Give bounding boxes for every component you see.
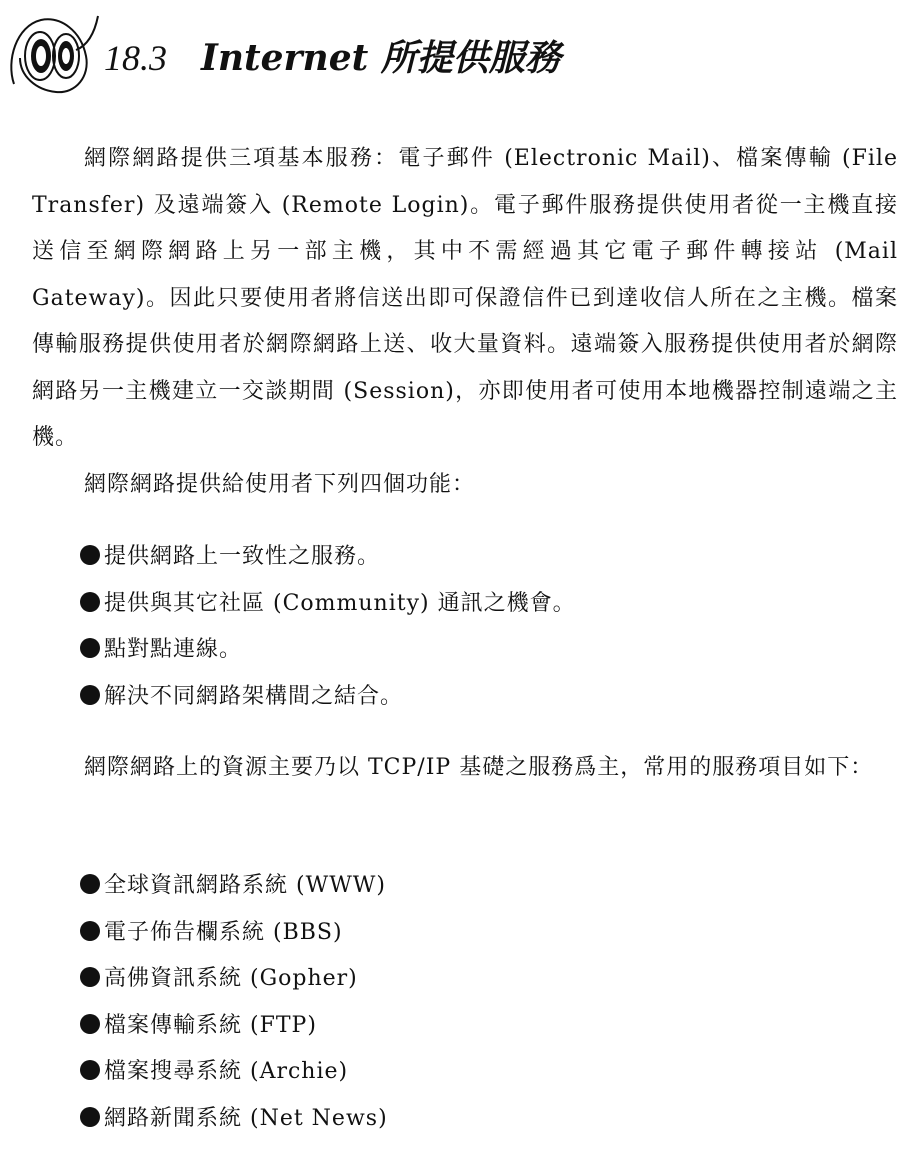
bullet-icon <box>80 921 100 941</box>
functions-list <box>80 534 576 720</box>
bullet-icon <box>80 1107 100 1127</box>
functions-intro: 網際網路提供給使用者下列四個功能： <box>84 472 476 497</box>
list-item: 提供網路上一致性之服務。 <box>80 534 576 581</box>
list-item: 解決不同網路架構間之結合。 <box>80 674 576 721</box>
list-item: 檔案搜尋系統 (Archie) <box>80 1049 388 1096</box>
bullet-icon <box>80 592 100 612</box>
bullet-icon <box>80 545 100 565</box>
bullet-icon <box>80 1014 100 1034</box>
services-list <box>80 863 388 1142</box>
section-number: 18.3 <box>104 38 167 78</box>
list-item: 電子佈告欄系統 (BBS) <box>80 910 388 957</box>
section-heading <box>104 30 561 86</box>
list-item: 高佛資訊系統 (Gopher) <box>80 956 388 1003</box>
services-intro: 網際網路上的資源主要乃以 TCP/IP 基礎之服務爲主，常用的服務項目如下： <box>84 755 874 780</box>
intro-paragraph: 網際網路提供三項基本服務：電子郵件 (Electronic Mail)、檔案傳輸 (File Transfer) 及遠端簽入 (Remote Login)。電子郵件服務提供使用者從一主機直接送信至網際網路上另一部主機，其中不需經過其它電子郵件轉接站 (Mail Gateway)。因此只要使用者將信送出即可保證信件已到達收信人所在之主機。檔案傳輸服務提供使用者於網際網路上送、收大量資料。遠端簽入服務提供使用者於網際網路另一主機建立一交談期間 (Session)，亦即使用者可使用本地機器控制遠端之主機。 <box>32 146 898 450</box>
bullet-icon <box>80 1060 100 1080</box>
bullet-icon <box>80 874 100 894</box>
list-item: 點對點連線。 <box>80 627 576 674</box>
list-item: 檔案傳輸系統 (FTP) <box>80 1003 388 1050</box>
list-item: 提供與其它社區 (Community) 通訊之機會。 <box>80 581 576 628</box>
bullet-icon <box>80 638 100 658</box>
list-item: 全球資訊網路系統 (WWW) <box>80 863 388 910</box>
bullet-icon <box>80 685 100 705</box>
owl-eyes-logo <box>6 6 106 96</box>
bullet-icon <box>80 967 100 987</box>
list-item: 網路新聞系統 (Net News) <box>80 1096 388 1143</box>
section-title: Internet 所提供服務 <box>201 37 561 79</box>
